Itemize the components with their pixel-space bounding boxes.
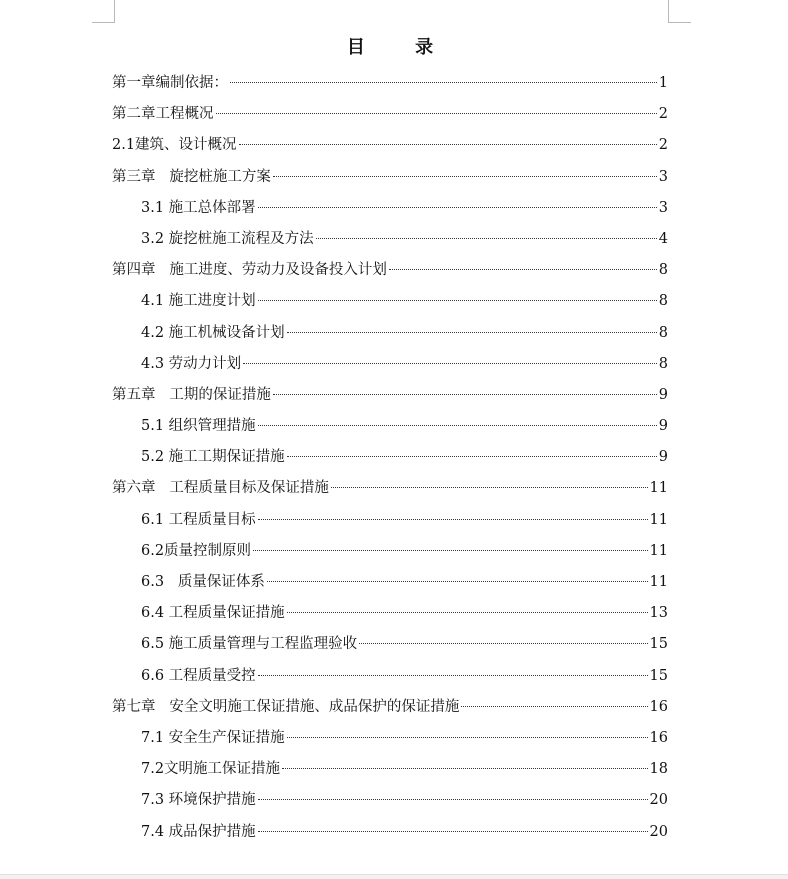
toc-dot-leader [258,831,648,832]
toc-dot-leader [273,176,657,177]
toc-entry[interactable] [112,255,668,286]
toc-entry[interactable] [112,785,668,816]
toc-entry-page-number: 11 [649,511,668,528]
toc-entry-page-number: 3 [658,199,668,216]
toc-entry-label: 6.4 工程质量保证措施 [141,605,285,622]
toc-dot-leader [253,550,647,551]
toc-entry-label: 第三章 旋挖桩施工方案 [112,168,271,185]
toc-dot-leader [258,519,648,520]
toc-entry-label: 6.2质量控制原则 [141,542,252,559]
toc-entry[interactable] [112,723,668,754]
toc-dot-leader [287,456,657,457]
crop-mark-top-left [92,0,115,23]
toc-entry-label: 6.3 质量保证体系 [141,574,265,590]
toc-dot-leader [258,675,648,676]
toc-entry[interactable] [112,162,668,193]
toc-entry-label: 7.2文明施工保证措施 [141,761,281,778]
toc-dot-leader [258,207,657,208]
toc-entry-label: 第四章 施工进度、劳动力及设备投入计划 [112,262,387,279]
toc-entry[interactable] [112,99,668,130]
toc-entry-label: 第六章 工程质量目标及保证措施 [112,480,329,497]
toc-entry-label: 3.2 旋挖桩施工流程及方法 [141,230,314,247]
page-bottom-edge [0,874,788,879]
toc-entry-label: 4.2 施工机械设备计划 [141,324,285,341]
toc-entry-label: 4.1 施工进度计划 [141,293,256,310]
toc-entry[interactable] [112,692,668,723]
toc-list [112,68,668,848]
toc-entry-label: 5.1 组织管理措施 [141,418,256,435]
toc-entry[interactable] [112,349,668,380]
toc-entry-page-number: 8 [658,355,668,372]
toc-entry-page-number: 2 [658,137,668,154]
toc-dot-leader [316,238,657,239]
toc-entry[interactable] [112,536,668,567]
toc-entry[interactable] [112,661,668,692]
toc-entry-label: 4.3 劳动力计划 [141,355,242,372]
toc-dot-leader [331,487,648,488]
toc-entry-page-number: 11 [649,574,668,590]
toc-entry-page-number: 11 [649,542,668,559]
toc-entry[interactable] [112,442,668,473]
toc-entry-page-number: 20 [649,823,668,840]
toc-entry-label: 3.1 施工总体部署 [141,199,256,216]
toc-entry-page-number: 8 [658,262,668,279]
toc-entry[interactable] [112,598,668,629]
toc-dot-leader [389,269,657,270]
toc-entry[interactable] [112,817,668,848]
toc-entry[interactable] [112,380,668,411]
toc-entry-label: 7.1 安全生产保证措施 [141,729,285,746]
toc-entry-page-number: 3 [658,168,668,185]
toc-entry-label: 第七章 安全文明施工保证措施、成品保护的保证措施 [112,698,460,715]
toc-entry-page-number: 20 [649,792,668,809]
toc-dot-leader [216,113,657,114]
toc-title: 目 录 [346,37,456,58]
toc-entry-page-number: 8 [658,293,668,310]
toc-entry-page-number: 4 [658,230,668,247]
toc-dot-leader [359,643,647,644]
crop-mark-top-right [668,0,691,23]
toc-dot-leader [258,425,657,426]
toc-entry-page-number: 1 [658,75,668,91]
toc-entry-page-number: 9 [658,449,668,466]
toc-dot-leader [461,706,647,707]
toc-entry-label: 第五章 工期的保证措施 [112,386,271,403]
toc-entry[interactable] [112,567,668,598]
toc-entry-label: 7.4 成品保护措施 [141,823,256,840]
toc-dot-leader [258,799,648,800]
toc-entry[interactable] [112,505,668,536]
toc-dot-leader [267,581,648,582]
toc-dot-leader [230,82,657,83]
toc-entry-page-number: 16 [649,698,668,715]
toc-entry-label: 2.1建筑、设计概况 [112,137,237,154]
toc-entry-label: 6.5 施工质量管理与工程监理验收 [141,636,358,653]
toc-entry-label: 第二章工程概况 [112,106,214,123]
toc-entry-page-number: 9 [658,418,668,435]
toc-entry-page-number: 15 [649,636,668,653]
toc-entry-label: 5.2 施工工期保证措施 [141,449,285,466]
toc-entry-page-number: 2 [658,106,668,123]
toc-entry-page-number: 15 [649,667,668,684]
toc-dot-leader [282,768,647,769]
toc-entry-page-number: 8 [658,324,668,341]
toc-entry-label: 第一章编制依据： [112,75,228,91]
toc-entry-label: 7.3 环境保护措施 [141,792,256,809]
toc-dot-leader [273,394,657,395]
toc-dot-leader [239,144,657,145]
toc-entry-page-number: 9 [658,386,668,403]
toc-entry[interactable] [112,193,668,224]
toc-entry[interactable] [112,411,668,442]
toc-entry[interactable] [112,286,668,317]
toc-entry[interactable] [112,130,668,161]
toc-entry-page-number: 16 [649,729,668,746]
toc-entry-page-number: 11 [649,480,668,497]
toc-entry[interactable] [112,629,668,660]
toc-entry-label: 6.6 工程质量受控 [141,667,256,684]
toc-entry[interactable] [112,68,668,99]
toc-dot-leader [258,300,657,301]
toc-dot-leader [287,612,648,613]
toc-entry-page-number: 18 [649,761,668,778]
toc-entry[interactable] [112,224,668,255]
toc-entry-page-number: 13 [649,605,668,622]
toc-entry[interactable] [112,318,668,349]
toc-entry[interactable] [112,754,668,785]
toc-dot-leader [287,737,648,738]
toc-dot-leader [287,332,657,333]
toc-dot-leader [243,363,657,364]
toc-entry-label: 6.1 工程质量目标 [141,511,256,528]
toc-entry[interactable] [112,473,668,504]
